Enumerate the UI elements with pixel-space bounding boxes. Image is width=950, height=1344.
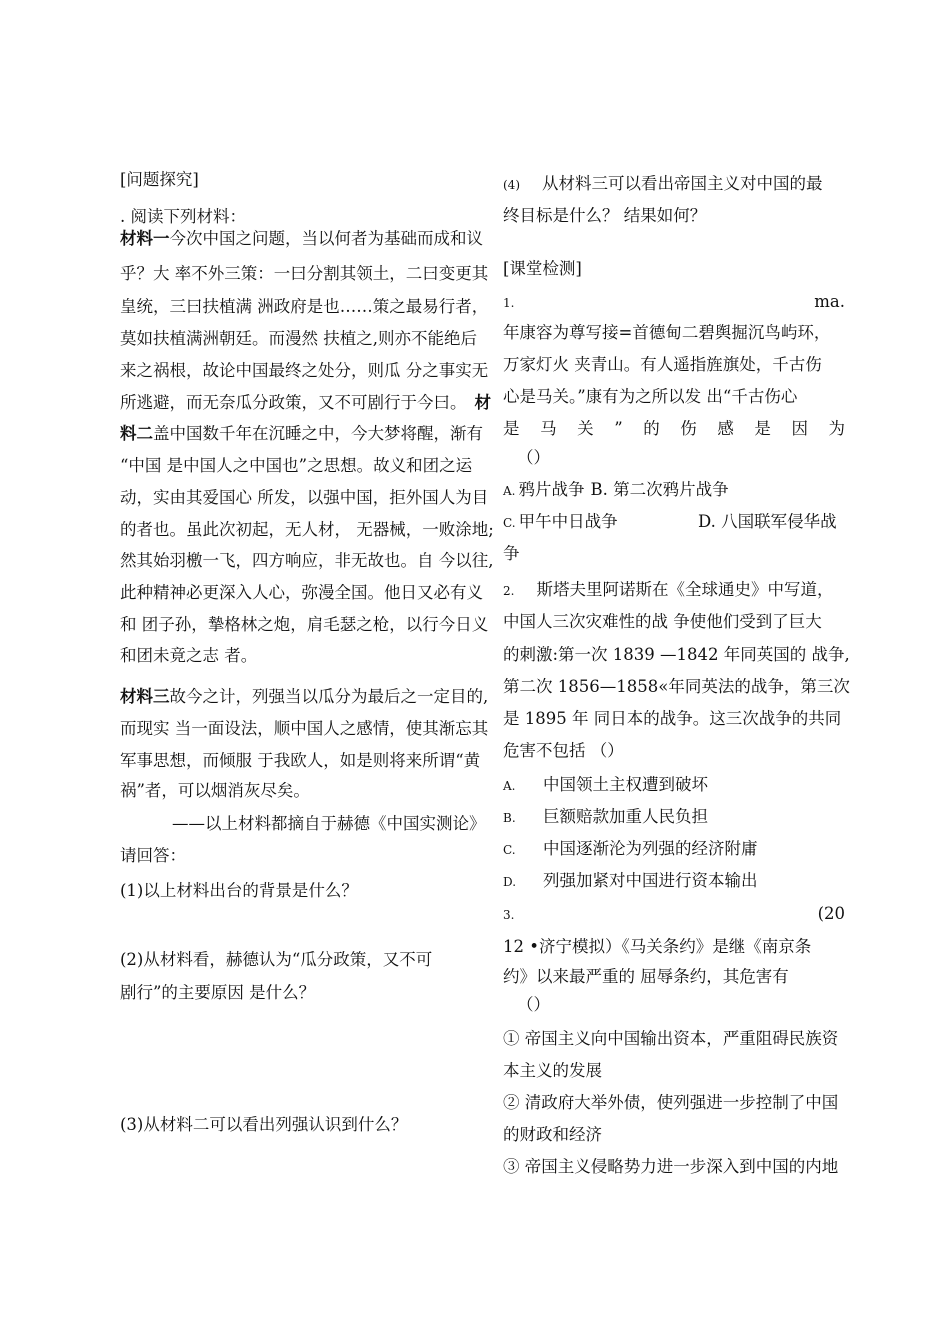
material-two-text: 盖中国数千年在沉睡之中，今大梦将醒，渐有 xyxy=(153,424,483,443)
test-2-number: 2. xyxy=(503,584,515,598)
reading-instruction: . 阅读下列材料： xyxy=(120,207,246,226)
option-text: 中国领土主权遭到破坏 xyxy=(543,775,708,794)
material-one-line-3: 皇统，三曰扶植满 洲政府是也……策之最易行者， xyxy=(120,297,489,316)
t1-word: 因 xyxy=(791,419,808,438)
material-three-label: 材料三 xyxy=(120,687,170,706)
material-one-text: 今次中国之问题，当以何者为基础而成和议 xyxy=(169,229,483,248)
test-3-line-3: 约》以来最严重的 屈辱条约，其危害有 xyxy=(503,967,789,986)
test-2-line-3: 的刺激:第一次 1839 —1842 年同英国的 战争, xyxy=(503,645,850,664)
material-three-line-4: 祸”者，可以烟消灰尽矣。 xyxy=(120,781,310,800)
test-2-line-4: 第二次 1856—1858«年同英法的战争，第三次 xyxy=(503,677,850,696)
t1-word: 是 xyxy=(754,419,771,438)
option-d-continued: 争 xyxy=(503,544,520,563)
material-two-line-2: “中国 是中国人之中国也”之思想。故义和团之运 xyxy=(120,456,473,475)
t1-word: 是 xyxy=(503,419,520,438)
t1-word: 关 xyxy=(577,419,594,438)
option-d: D. 八国联军侵华战 xyxy=(698,512,837,531)
test-2-line-1 xyxy=(503,580,833,601)
material-one-line-2: 乎？大 率不外三策：一曰分割其领土，二曰变更其 xyxy=(120,264,489,283)
test-1-line-2: 年康容为尊写接=首德甸二碧舆掘沉鸟屿环， xyxy=(503,323,831,342)
test-1-options-cd xyxy=(503,512,851,533)
material-two-line-8: 和团未竟之志 者。 xyxy=(120,646,258,665)
test-1-number: 1. xyxy=(503,296,515,310)
material-two-label-start: 材 xyxy=(474,393,491,412)
material-one-line-5: 来之祸根，故论中国最终之处分，则瓜 分之事实无 xyxy=(120,361,489,380)
test-1-line-3: 万家灯火 夹青山。有人遥指旌旗处，千古伤 xyxy=(503,355,822,374)
test-3-answer-paren: （） xyxy=(517,995,550,1014)
option-text: 巨额赔款加重人民负担 xyxy=(543,807,708,826)
material-two-line-3: 动，实由其爱国心 所发，以强中国，拒外国人为目 xyxy=(120,488,489,507)
option-text: 列强加紧对中国进行资本输出 xyxy=(543,871,758,890)
question-4-text: 从材料三可以看出帝国主义对中国的最 xyxy=(542,174,823,193)
test-3-statement-1-b: 本主义的发展 xyxy=(503,1061,602,1080)
material-one-line-4: 莫如扶植满洲朝廷。而漫然 扶植之,则亦不能绝后 xyxy=(120,329,477,348)
test-1-line-5 xyxy=(503,419,845,439)
material-source: ——以上材料都摘自于赫德《中国实测论》 xyxy=(172,814,486,833)
question-1: (1)以上材料出台的背景是什么？ xyxy=(120,881,358,900)
test-1-tail: ma. xyxy=(814,292,845,311)
material-two-label: 料二 xyxy=(120,424,153,443)
test-3-line-2: 12 •济宁模拟）《马关条约》是继《南京条 xyxy=(503,937,812,956)
test-2-line-5: 是 1895 年 同日本的战争。这三次战争的共同 xyxy=(503,709,842,728)
material-two-line-5: 然其始羽檄一飞，四方响应，非无故也。自 今以往, xyxy=(120,551,494,570)
t1-word: 的 xyxy=(643,419,660,438)
question-2-line-2: 剧行”的主要原因 是什么？ xyxy=(120,983,316,1002)
option-c: 甲午中日战争 xyxy=(518,512,618,531)
t1-word: 为 xyxy=(828,419,845,438)
material-one-line-6 xyxy=(120,393,491,413)
material-three-line-3: 军事思想，而倾服 于我欧人，如是则将来所谓“黄 xyxy=(120,751,481,770)
question-3: (3)从材料二可以看出列强认识到什么？ xyxy=(120,1115,408,1134)
option-letter: B. xyxy=(503,811,516,825)
option-text: 中国逐渐沦为列强的经济附庸 xyxy=(543,839,758,858)
t1-word: ” xyxy=(614,419,623,438)
question-2-line-1: (2)从材料看，赫德认为“瓜分政策，又不可 xyxy=(120,950,433,969)
material-three-text: 故今之计，列强当以瓜分为最后之一定目的, xyxy=(169,687,489,706)
test-3-line-1 xyxy=(503,904,845,925)
test-2-line-6: 危害不包括 （） xyxy=(503,741,624,760)
material-three-line-2: 而现实 当一面设法，顺中国人之感情，使其渐忘其 xyxy=(120,719,489,738)
test-3-statement-1-a: ① 帝国主义向中国输出资本，严重阻碍民族资 xyxy=(503,1029,839,1048)
material-two-line-7: 和 团子孙，摯格林之炮，肩毛瑟之枪，以行今日义 xyxy=(120,615,489,634)
test-3-number: 3. xyxy=(503,908,515,922)
option-b: B. 第二次鸦片战争 xyxy=(590,480,729,499)
t1-word: 伤 xyxy=(680,419,697,438)
test-2-option-c xyxy=(503,839,758,860)
test-2-option-b xyxy=(503,807,708,828)
t1-word: 马 xyxy=(540,419,557,438)
t1-word: 感 xyxy=(717,419,734,438)
question-4-line-2: 终目标是什么？ 结果如何？ xyxy=(503,206,707,225)
material-one-text-end: 所逃避，而无奈瓜分政策，又不可剧行于今曰。 xyxy=(120,393,467,412)
option-letter: A. xyxy=(503,779,516,793)
test-2-line-2: 中国人三次灾难性的战 争使他们受到了巨大 xyxy=(503,612,822,631)
material-three-line-1 xyxy=(120,687,488,707)
material-one-label: 材料一 xyxy=(120,229,170,248)
option-letter: D. xyxy=(503,875,517,889)
please-answer: 请回答： xyxy=(120,846,186,865)
question-4-line-1 xyxy=(503,174,823,195)
option-c-letter: C. xyxy=(503,516,516,530)
option-a: 鸦片战争 xyxy=(518,480,585,499)
question-4-number: (4) xyxy=(503,178,520,192)
option-a-letter: A. xyxy=(503,484,516,498)
material-one-line-1 xyxy=(120,229,483,249)
test-1-options-ab xyxy=(503,480,729,501)
material-two-line-6: 此种精神必更深入人心，弥漫全国。他日又必有义 xyxy=(120,583,483,602)
test-2-option-a xyxy=(503,775,708,796)
test-3-statement-2-b: 的财政和经济 xyxy=(503,1125,602,1144)
test-3-tail: (20 xyxy=(817,904,845,923)
test-1-line-4: 心是马关。”康有为之所以发 出“千古伤心 xyxy=(503,387,798,406)
test-3-statement-3-a: ③ 帝国主义侵略势力进一步深入到中国的内地 xyxy=(503,1157,839,1176)
test-1-answer-paren: （） xyxy=(517,448,550,467)
material-two-line-4: 的者也。虽此次初起，无人材， 无器械，一败涂地; xyxy=(120,520,494,539)
test-2-text: 斯塔夫里阿诺斯在《全球通史》中写道， xyxy=(536,580,834,599)
material-two-line-1 xyxy=(120,424,483,444)
section-title-classroom-test: [课堂检测] xyxy=(503,259,582,278)
test-1-line-1 xyxy=(503,292,845,313)
test-2-option-d xyxy=(503,871,758,892)
option-letter: C. xyxy=(503,843,516,857)
section-title-inquiry: [问题探究] xyxy=(120,170,199,189)
test-3-statement-2-a: ② 清政府大举外债，使列强进一步控制了中国 xyxy=(503,1093,839,1112)
